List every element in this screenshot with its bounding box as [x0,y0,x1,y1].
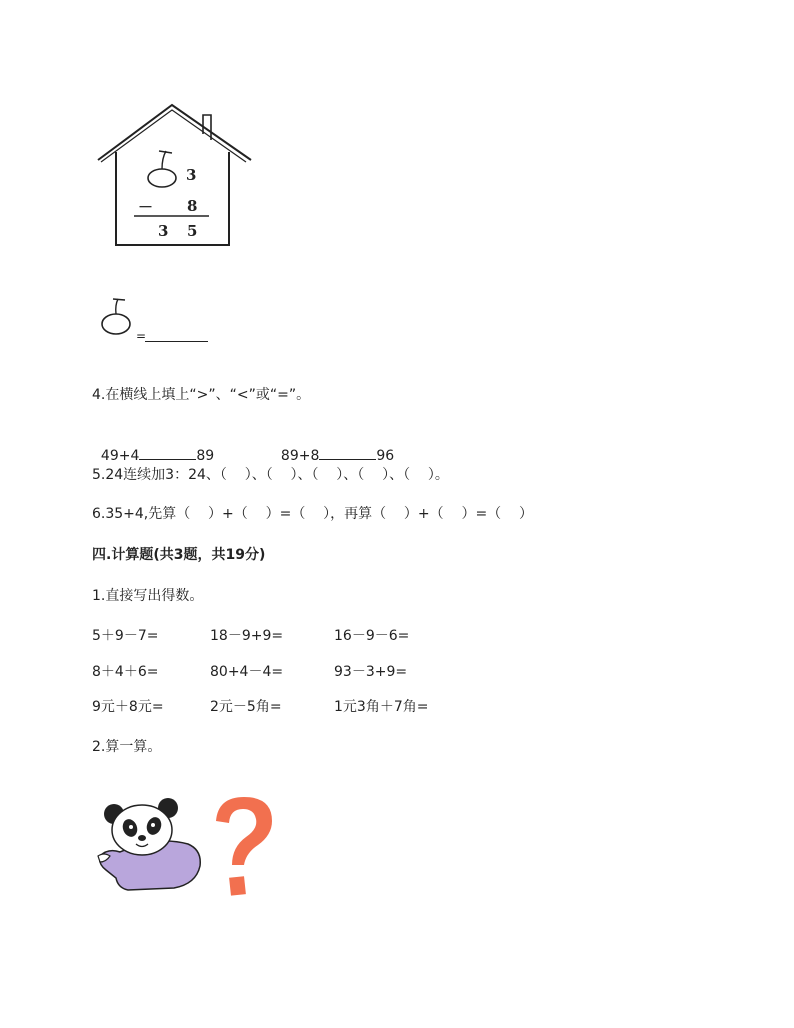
calc1-title: 1.直接写出得数。 [92,588,204,604]
calc1-r3c2: 2元－5角= [210,699,282,715]
q4-item-2-right: 96 [376,448,395,464]
answer-blank[interactable] [145,325,208,342]
calc1-r1c3: 16－9－6= [334,628,410,644]
q4-item-1-blank[interactable] [139,445,196,460]
fruit-answer-row [100,295,147,343]
q5-text: 5.24连续加3：24、（ ）、（ ）、（ ）、（ ）、（ ）。 [92,467,449,483]
panda-illustration [96,796,208,898]
question-mark-illustration [210,795,276,905]
section4-title: 四.计算题(共3题，共19分) [92,547,266,563]
fruit-icon [100,295,140,337]
calc1-r2c3: 93－3+9= [334,664,408,680]
q4-item-2-blank[interactable] [319,445,376,460]
q4-item-2-left: 89+8 [280,448,320,464]
fruit-icon [148,151,176,187]
q4-item-1-left: 49+4 [100,448,140,464]
calc1-r2c1: 8＋4＋6= [92,664,159,680]
q4-item-2 [272,427,394,465]
calc1-r2c2: 80+4－4= [210,664,284,680]
q4-title: 4.在横线上填上“>”、“<”或“=”。 [92,387,311,403]
house-icon [96,103,256,248]
panda-icon [96,796,208,894]
q4-item-1-right: 89 [196,448,215,464]
question-mark-icon [210,795,276,901]
house-puzzle [96,103,256,252]
calc1-r1c2: 18－9+9= [210,628,284,644]
calc1-r3c3: 1元3角＋7角= [334,699,429,715]
result-tens: 3 [158,222,169,240]
second-digit: 8 [187,197,198,215]
q4-item-1 [92,427,214,465]
equals-sign: = [136,329,147,343]
calc1-r1c1: 5＋9－7= [92,628,159,644]
result-ones: 5 [187,222,198,240]
minus-sign: － [138,198,154,216]
calc2-title: 2.算一算。 [92,739,162,755]
calc1-r3c1: 9元＋8元= [92,699,164,715]
q6-text: 6.35+4,先算（ ）+（ ）=（ ），再算（ ）+（ ）=（ ） [92,506,533,522]
top-digit: 3 [186,166,197,184]
